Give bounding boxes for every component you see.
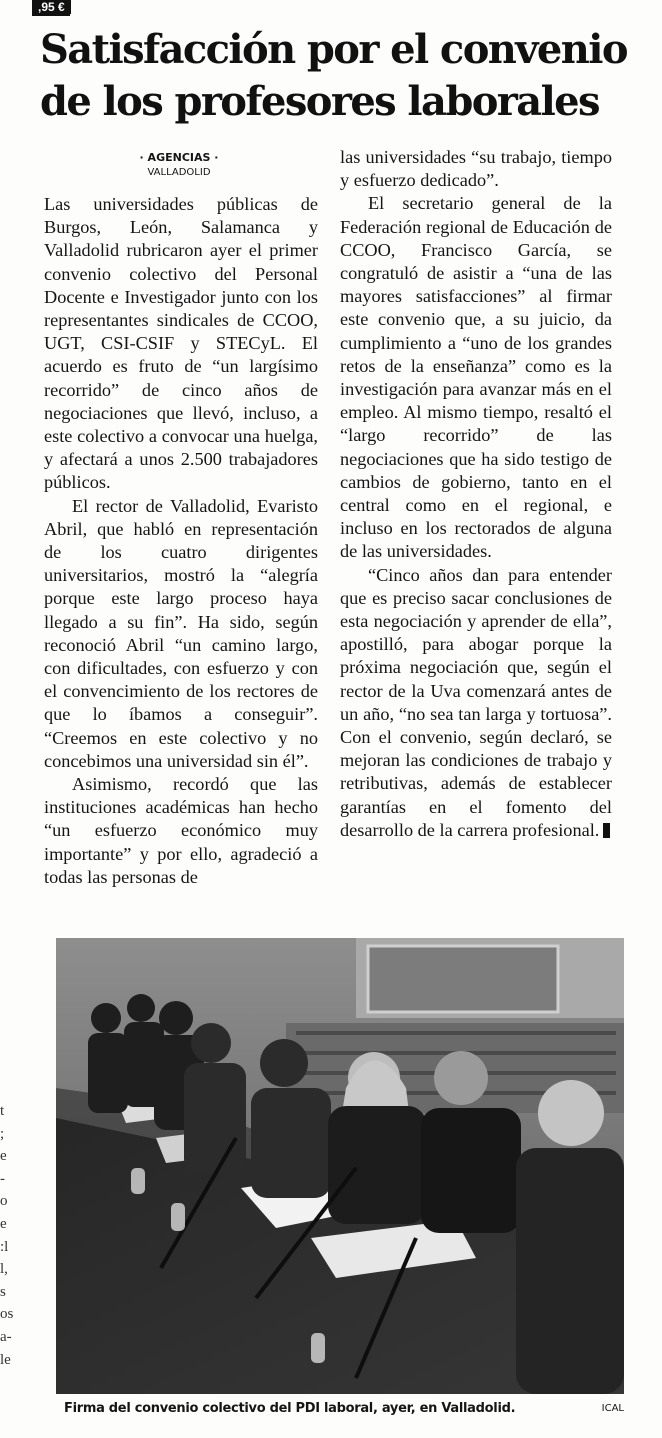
article-column-right xyxy=(340,146,612,842)
signing-ceremony-photo xyxy=(56,938,624,1394)
margin-fragment: l, xyxy=(0,1261,8,1278)
margin-fragment: ; xyxy=(0,1125,5,1142)
article-paragraph xyxy=(340,564,612,842)
article-column-left xyxy=(44,193,318,889)
article-paragraph: las universidades “su trabajo, tiempo y esfuerzo dedicado”. xyxy=(340,147,612,191)
adjacent-column-fragments xyxy=(0,1100,14,1371)
article-paragraph: Las universidades públicas de Burgos, León, Salamanca y Valladolid rubricaron ayer el primer convenio colectivo del Personal Docente e Investigador junto con los representantes sindicales de CCOO, UGT, CSI-CSIF y STECyL. El acuerdo es fruto de “un largísimo recorrido” de cinco años de negociaciones que llevó, incluso, a este colectivo a convocar una huelga, y afectará a unos 2.500 trabajadores públicos. xyxy=(44,194,318,493)
article-paragraph-text: “Cinco años dan para entender que es preciso sacar conclusiones de esta negociación y aprender de ella”, apostilló, para abogar porque la próxima negociación que, según el rector de la Uva comenzará antes de un año, “no sea tan larga y tortuosa”. Con el convenio, según declaró, se mejoran las condiciones de trabajo y retributivas, además de establecer garantías en el fomento del desarrollo de la carrera profesional. xyxy=(340,564,612,840)
margin-fragment: o xyxy=(0,1193,8,1210)
headline xyxy=(40,24,640,128)
top-rule xyxy=(32,14,70,16)
photo-caption: Firma del convenio colectivo del PDI laboral, ayer, en Valladolid. xyxy=(64,1401,516,1416)
article-paragraph: El secretario general de la Federación regional de Educación de CCOO, Francisco García, se congratuló de asistir a “una de las mayores satisfacciones” al firmar este convenio que, a su juicio, da cumplimiento a “uno de los grandes retos de la enseñanza” como es la investigación para avanzar más en el empleo. Al mismo tiempo, resaltó el “largo recorrido” de las negociaciones que ha sido testigo de cambios de gobierno, tanto en el central como en el regional, e incluso en los rectorados de alguna de las universidades. xyxy=(340,193,612,562)
margin-fragment: :l xyxy=(0,1238,9,1255)
article-paragraph: Asimismo, recordó que las instituciones académicas han hecho “un esfuerzo económico muy importante” y por ello, agradeció a todas las personas de xyxy=(44,774,318,887)
margin-fragment: t xyxy=(0,1103,5,1119)
article-paragraph: El rector de Valladolid, Evaristo Abril, que habló en representación de los cuatro dirigentes universitarios, mostró la “alegría porque este largo proceso haya llegado a su fin”. Ha sido, según reconoció Abril “un camino largo, con dificultades, con esfuerzo y con el convencimiento de los rectores de que lo íbamos a conseguir”. “Creemos en este colectivo y no concebimos una universidad sin él”. xyxy=(44,495,318,771)
byline xyxy=(44,150,314,180)
headline-line-1: Satisfacción por el convenio xyxy=(40,26,627,73)
margin-fragment: a- xyxy=(0,1328,12,1345)
article-photo xyxy=(56,938,624,1394)
margin-fragment: - xyxy=(0,1170,5,1187)
margin-fragment: e xyxy=(0,1148,7,1165)
margin-fragment: e xyxy=(0,1215,7,1232)
byline-agency: · AGENCIAS · xyxy=(139,151,219,164)
headline-line-2: de los profesores laborales xyxy=(40,78,599,125)
price-fragment: ,95 € xyxy=(32,0,71,14)
margin-fragment: os xyxy=(0,1306,14,1323)
margin-fragment: s xyxy=(0,1283,6,1300)
photo-credit: ICAL xyxy=(601,1403,624,1414)
end-of-article-mark xyxy=(603,823,610,838)
byline-place: VALLADOLID xyxy=(147,167,211,178)
margin-fragment: le xyxy=(0,1351,11,1368)
